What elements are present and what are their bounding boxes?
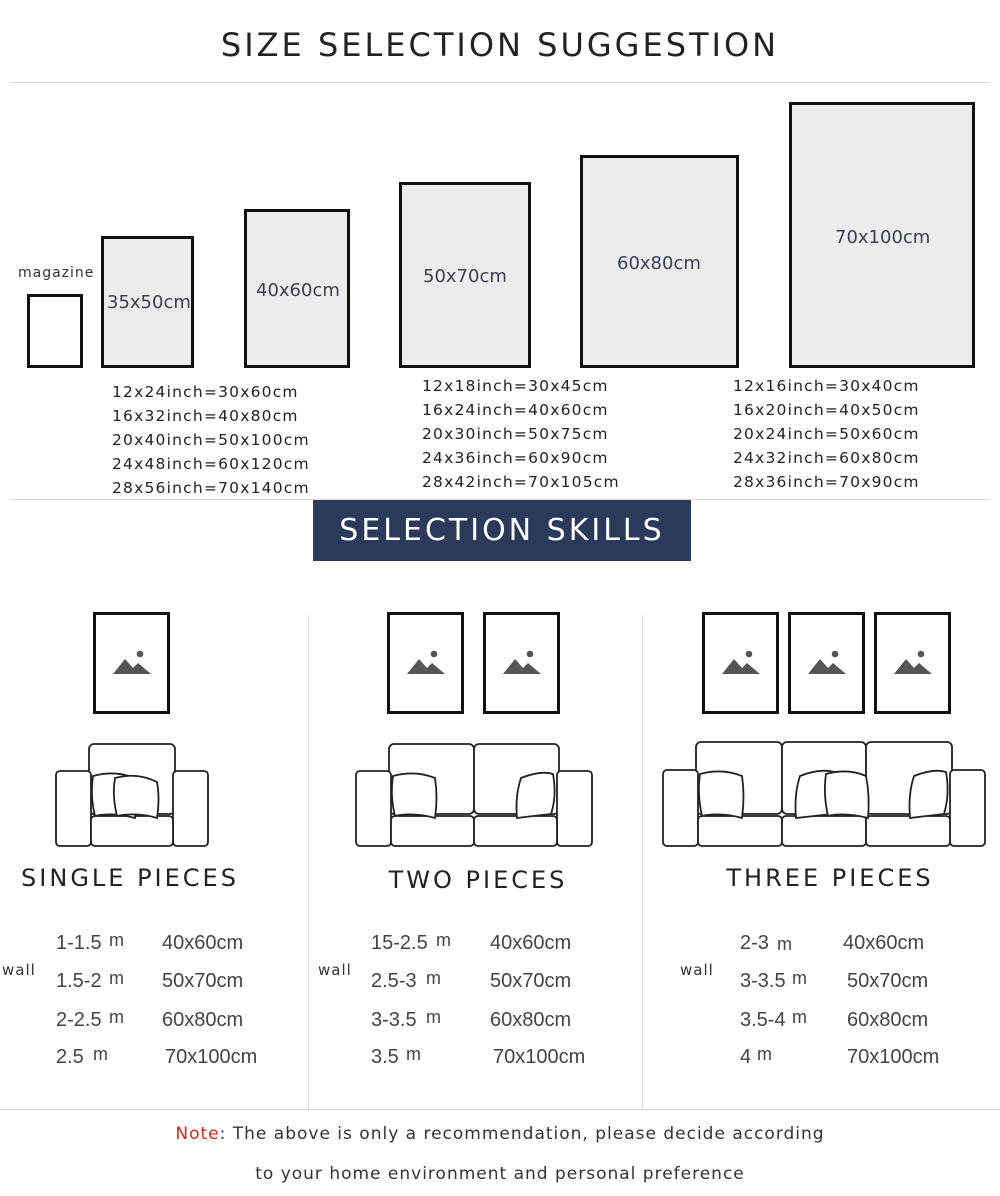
distance-value: 3-3.5 [371,1009,417,1031]
column-divider [308,615,309,1110]
mountain-picture-icon [892,650,934,676]
conversion-item: 20x30inch=50x75cm [422,425,609,443]
section-heading-single: SINGLE PIECES [21,864,239,892]
note-line-1 [0,1124,1000,1144]
mountain-picture-icon [405,650,447,676]
unit-label: m [792,968,807,988]
size-value: 70x100cm [847,1046,940,1068]
distance-value: 1.5-2 [56,970,102,992]
conversion-item: 12x18inch=30x45cm [422,377,609,395]
unit-label: m [436,930,451,950]
size-value: 40x60cm [843,932,925,954]
column-divider [642,615,643,1110]
sofa-icon [355,742,593,848]
conversion-item: 12x16inch=30x40cm [733,377,920,395]
wall-picture [483,612,560,714]
conversion-item: 28x42inch=70x105cm [422,473,620,491]
size-value: 50x70cm [490,970,572,992]
conversion-item: 20x24inch=50x60cm [733,425,920,443]
unit-label: m [406,1044,421,1064]
distance-value: 15-2.5 [371,932,428,954]
conversion-item: 16x20inch=40x50cm [733,401,920,419]
note-text: : The above is only a recommendation, please decide according [219,1124,825,1144]
sofa-icon [55,742,210,848]
divider [0,1109,1000,1110]
conversion-item: 28x56inch=70x140cm [112,479,310,497]
unit-label: m [109,1007,124,1027]
unit-label: m [426,1007,441,1027]
size-value: 40x60cm [162,932,244,954]
unit-label: m [109,930,124,950]
conversion-list-1 [112,380,310,500]
frame-60x80-label: 60x80cm [617,253,701,274]
frame-70x100-label: 70x100cm [835,227,931,248]
unit-label: m [426,968,441,988]
size-value: 40x60cm [490,932,572,954]
size-value: 60x80cm [162,1009,244,1031]
wall-label: wall [2,961,36,979]
wall-picture [788,612,865,714]
divider [10,82,990,83]
unit-label: m [792,1007,807,1027]
page-title: SIZE SELECTION SUGGESTION [220,26,780,64]
size-value: 50x70cm [847,970,929,992]
distance-value: 2-2.5 [56,1009,102,1031]
conversion-item: 28x36inch=70x90cm [733,473,920,491]
distance-value: 2.5 [56,1046,84,1068]
size-value: 70x100cm [493,1046,586,1068]
frame-35x50-label: 35x50cm [107,292,191,313]
section-banner: SELECTION SKILLS [313,500,691,561]
size-value: 50x70cm [162,970,244,992]
distance-value: 2-3 [740,932,769,954]
conversion-list-2 [422,374,620,494]
size-value: 70x100cm [165,1046,258,1068]
mountain-picture-icon [111,650,153,676]
distance-value: 2.5-3 [371,970,417,992]
conversion-item: 24x32inch=60x80cm [733,449,920,467]
magazine-frame [27,294,83,368]
conversion-item: 24x36inch=60x90cm [422,449,609,467]
mountain-picture-icon [720,650,762,676]
unit-label: m [109,968,124,988]
size-value: 60x80cm [847,1009,929,1031]
unit-label: m [93,1044,108,1064]
magazine-label: magazine [18,265,95,281]
distance-value: 4 [740,1046,752,1068]
section-heading-three: THREE PIECES [726,864,934,892]
conversion-item: 12x24inch=30x60cm [112,383,299,401]
mountain-picture-icon [501,650,543,676]
section-heading-two: TWO PIECES [388,866,568,894]
distance-value: 3-3.5 [740,970,786,992]
conversion-item: 16x24inch=40x60cm [422,401,609,419]
sofa-icon [662,740,986,848]
distance-value: 3.5 [371,1046,399,1068]
unit-label: m [777,934,792,954]
conversion-item: 16x32inch=40x80cm [112,407,299,425]
wall-picture [874,612,951,714]
conversion-item: 20x40inch=50x100cm [112,431,310,449]
unit-label: m [757,1044,772,1064]
wall-label: wall [318,961,352,979]
conversion-list-3 [733,374,920,494]
wall-picture [702,612,779,714]
frame-40x60-label: 40x60cm [256,280,340,301]
distance-value: 3.5-4 [740,1009,786,1031]
wall-label: wall [680,961,714,979]
mountain-picture-icon [806,650,848,676]
note-line-2: to your home environment and personal preference [255,1164,745,1184]
wall-picture [93,612,170,714]
conversion-item: 24x48inch=60x120cm [112,455,310,473]
wall-picture [387,612,464,714]
note-label: Note [175,1124,220,1144]
frame-50x70-label: 50x70cm [423,266,507,287]
size-value: 60x80cm [490,1009,572,1031]
distance-value: 1-1.5 [56,932,102,954]
